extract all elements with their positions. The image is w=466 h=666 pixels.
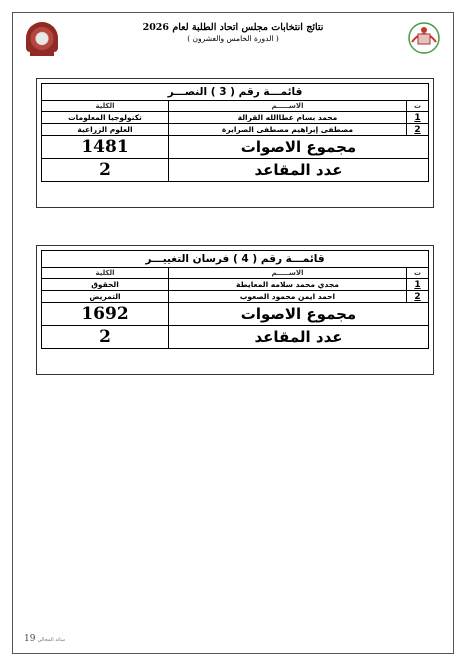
candidate-faculty: العلوم الزراعية bbox=[42, 124, 169, 136]
candidate-name: مجدي محمد سلامه المعايطة bbox=[169, 279, 407, 291]
list-table-4 bbox=[41, 250, 429, 349]
list-card-3 bbox=[36, 78, 434, 208]
candidate-row bbox=[42, 112, 429, 124]
seats-value: 2 bbox=[42, 326, 169, 349]
candidate-name: مصطفى إبراهيم مصطفى الصرايرة bbox=[169, 124, 407, 136]
total-votes-value: 1481 bbox=[42, 136, 169, 159]
candidate-faculty: الحقوق bbox=[42, 279, 169, 291]
university-logo-left bbox=[26, 22, 58, 52]
header-name: الاســـــم bbox=[169, 268, 407, 279]
candidate-row bbox=[42, 291, 429, 303]
student-union-logo-right bbox=[404, 20, 444, 56]
candidate-name: محمد بسام عطاالله القرالة bbox=[169, 112, 407, 124]
seats-label: عدد المقاعد bbox=[169, 326, 429, 349]
candidate-faculty: تكنولوجيا المعلومات bbox=[42, 112, 169, 124]
list-title: قائمـــة رقم ( 3 ) النصـــر bbox=[42, 84, 429, 101]
footer-note: سائد المجالي bbox=[37, 637, 66, 643]
header-faculty: الكلية bbox=[42, 101, 169, 112]
candidate-row bbox=[42, 279, 429, 291]
candidate-number: 1 bbox=[407, 112, 429, 124]
seats-value: 2 bbox=[42, 159, 169, 182]
seats-label: عدد المقاعد bbox=[169, 159, 429, 182]
candidate-faculty: التمريض bbox=[42, 291, 169, 303]
candidate-number: 2 bbox=[407, 291, 429, 303]
total-votes-label: مجموع الاصوات bbox=[169, 303, 429, 326]
page-footer bbox=[24, 634, 65, 644]
candidate-number: 1 bbox=[407, 279, 429, 291]
list-table-3 bbox=[41, 83, 429, 182]
total-votes-label: مجموع الاصوات bbox=[169, 136, 429, 159]
document-subtitle: ( الدورة الخامس والعشرون ) bbox=[187, 34, 279, 43]
total-votes-value: 1692 bbox=[42, 303, 169, 326]
candidate-name: احمد ايمن محمود الصعوب bbox=[169, 291, 407, 303]
header-faculty: الكلية bbox=[42, 268, 169, 279]
page-number: 19 bbox=[24, 634, 36, 644]
document-title: نتائج انتخابات مجلس اتحاد الطلبة لعام 2026 bbox=[142, 22, 324, 33]
header-number: ت bbox=[407, 101, 429, 112]
list-card-4 bbox=[36, 245, 434, 375]
candidate-number: 2 bbox=[407, 124, 429, 136]
header-name: الاســـــم bbox=[169, 101, 407, 112]
list-title: قائمـــة رقم ( 4 ) فرسان التغييـــر bbox=[42, 251, 429, 268]
candidate-row bbox=[42, 124, 429, 136]
header-number: ت bbox=[407, 268, 429, 279]
